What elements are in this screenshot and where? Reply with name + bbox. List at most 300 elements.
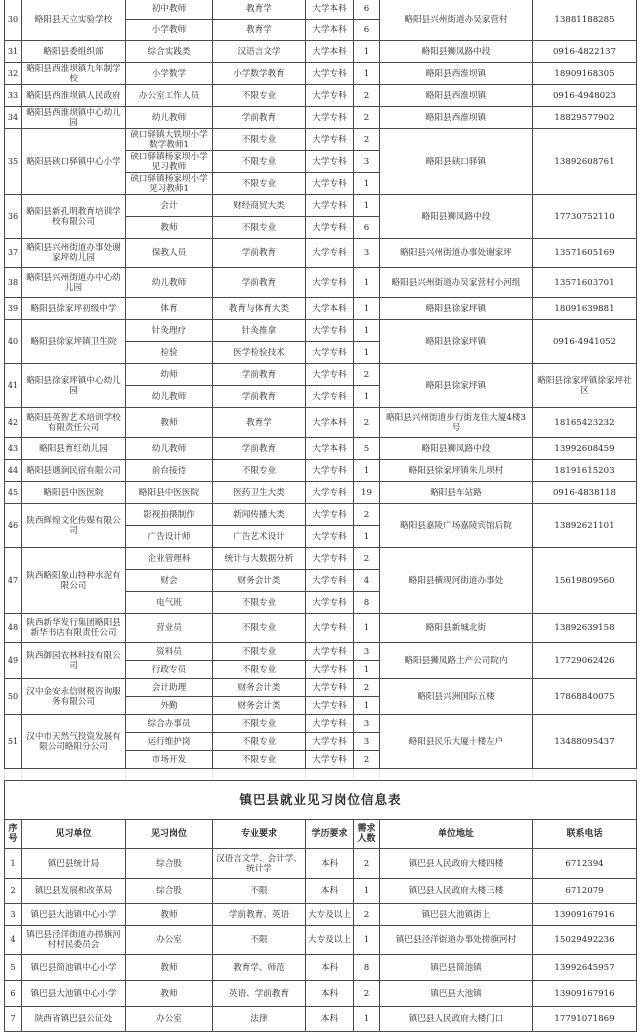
position-name: 硖口驿镇大铁坝小学数学教师1	[126, 129, 213, 151]
unit-name: 镇巴县统计局	[22, 849, 126, 879]
contact-phone: 13571605169	[533, 239, 637, 268]
header-unit: 见习单位	[22, 820, 126, 849]
major-requirement: 统计与大数据分析	[213, 548, 306, 570]
unit-name: 略阳县育红幼儿园	[22, 438, 126, 460]
unit-name: 汉中金安永信财税咨询服务有限公司	[22, 679, 126, 715]
headcount: 6	[354, 0, 380, 20]
unit-address: 略阳县徐家坪镇	[380, 298, 533, 320]
position-name: 硖口驿镇杨家坝小学见习教师	[126, 151, 213, 173]
unit-name: 陕西辉煌文化传媒有限公司	[22, 504, 126, 548]
zhenba-table-body	[5, 849, 637, 1032]
table-row	[5, 107, 637, 129]
major-requirement: 广告艺术设计	[213, 526, 306, 548]
unit-address: 略阳县狮凤路中段	[380, 438, 533, 460]
education-requirement: 大学专科	[306, 364, 354, 386]
table-row	[5, 460, 637, 482]
position-name: 针灸理疗	[126, 320, 213, 342]
headcount: 2	[354, 679, 380, 697]
major-requirement: 学前教育	[213, 386, 306, 408]
education-requirement: 大学专科	[306, 460, 354, 482]
contact-phone: 0916-4838118	[533, 482, 637, 504]
table-row	[5, 364, 637, 386]
header-major: 专业要求	[213, 820, 306, 849]
position-name: 企业管理科	[126, 548, 213, 570]
major-requirement: 财务会计类	[213, 697, 306, 715]
education-requirement: 本科	[306, 849, 354, 879]
position-name: 综合实践类	[126, 41, 213, 63]
headcount: 2	[354, 364, 380, 386]
position-name: 广告设计师	[126, 526, 213, 548]
headcount: 3	[354, 151, 380, 173]
empty-cell	[22, 769, 126, 779]
unit-address: 略阳县兴州街道办吴家营村小河组	[380, 268, 533, 298]
headcount: 1	[354, 661, 380, 679]
table-row	[5, 679, 637, 697]
unit-name: 镇巴县发展和改革局	[22, 879, 126, 904]
contact-phone: 17730752110	[533, 195, 637, 239]
table-row	[5, 268, 637, 298]
contact-phone: 0916-4822137	[533, 41, 637, 63]
major-requirement: 不限专业	[213, 85, 306, 107]
headcount: 1	[354, 460, 380, 482]
header-num: 需求人数	[354, 820, 380, 849]
headcount: 6	[354, 217, 380, 239]
table-row	[5, 643, 637, 661]
position-name: 市场开发	[126, 751, 213, 769]
position-name: 行政专员	[126, 661, 213, 679]
unit-address: 镇巴县大池镇街上	[380, 904, 533, 926]
position-name: 运行维护岗	[126, 733, 213, 751]
unit-address: 镇巴县人民政府大楼门口	[380, 1007, 533, 1032]
position-name: 硖口驿镇杨家坝小学见习教师1	[126, 173, 213, 195]
education-requirement: 大学专科	[306, 129, 354, 151]
education-requirement: 大学专科	[306, 548, 354, 570]
unit-address: 略阳县徐家坪镇朱儿坝村	[380, 460, 533, 482]
position-name: 办公室	[126, 1007, 213, 1032]
education-requirement: 大学本科	[306, 41, 354, 63]
unit-address: 略阳县狮凤路中段	[380, 41, 533, 63]
contact-phone: 13892608761	[533, 129, 637, 195]
major-requirement: 不限专业	[213, 614, 306, 643]
major-requirement: 不限专业	[213, 592, 306, 614]
headcount: 1	[354, 697, 380, 715]
row-number: 47	[5, 548, 22, 614]
major-requirement: 不限专业	[213, 129, 306, 151]
table-row	[5, 129, 637, 151]
headcount: 1	[354, 298, 380, 320]
table-row	[5, 879, 637, 904]
unit-address: 镇巴县简池镇	[380, 955, 533, 981]
unit-name: 镇巴县大池镇中心小学	[22, 981, 126, 1007]
contact-phone: 17791071869	[533, 1007, 637, 1032]
table-row	[5, 904, 637, 926]
major-requirement: 不限专业	[213, 151, 306, 173]
education-requirement: 大学专科	[306, 85, 354, 107]
contact-phone: 15619809560	[533, 548, 637, 614]
headcount: 19	[354, 482, 380, 504]
position-name: 小学教师	[126, 20, 213, 41]
major-requirement: 不限专业	[213, 733, 306, 751]
unit-name: 略阳县天立实验学校	[22, 0, 126, 41]
headcount: 6	[354, 20, 380, 41]
unit-address: 略阳县硖口驿镇	[380, 129, 533, 195]
unit-name: 略阳县硖口驿镇中心小学	[22, 129, 126, 195]
headcount: 1	[354, 879, 380, 904]
row-number: 36	[5, 195, 22, 239]
major-requirement: 不限专业	[213, 173, 306, 195]
position-name: 幼儿教师	[126, 268, 213, 298]
table-row	[5, 715, 637, 733]
position-name: 幼儿教师	[126, 438, 213, 460]
unit-address: 略阳县兴洲国际五楼	[380, 679, 533, 715]
headcount: 5	[354, 438, 380, 460]
education-requirement: 大学专科	[306, 195, 354, 217]
position-name: 幼儿教师	[126, 107, 213, 129]
table-row	[5, 1007, 637, 1032]
position-name: 会计	[126, 195, 213, 217]
contact-phone: 略阳县徐家坪镇徐家坪社区	[533, 364, 637, 408]
row-number: 6	[5, 981, 22, 1007]
education-requirement: 大学专科	[306, 342, 354, 364]
position-name: 影视拍摄制作	[126, 504, 213, 526]
unit-name: 略阳县委组织部	[22, 41, 126, 63]
education-requirement: 大学专科	[306, 320, 354, 342]
table-row	[5, 955, 637, 981]
position-name: 办公室	[126, 926, 213, 955]
row-number: 51	[5, 715, 22, 769]
unit-name: 略阳县兴州街道办中心幼儿园	[22, 268, 126, 298]
table-title: 镇巴县就业见习岗位信息表	[5, 781, 637, 820]
header-edu: 学历要求	[306, 820, 354, 849]
headcount: 2	[354, 849, 380, 879]
major-requirement: 财务会计类	[213, 679, 306, 697]
header-row	[5, 820, 637, 849]
unit-name: 陕西新华发行集团略阳县新华书店有限责任公司	[22, 614, 126, 643]
education-requirement: 大学专科	[306, 504, 354, 526]
row-number: 31	[5, 41, 22, 63]
unit-address: 略阳县兴州街道办事处谢家坪	[380, 239, 533, 268]
row-number: 4	[5, 926, 22, 955]
position-name: 教师	[126, 904, 213, 926]
unit-name: 镇巴县泾洋街道办捞旗河村村民委员会	[22, 926, 126, 955]
row-number: 35	[5, 129, 22, 195]
education-requirement: 大学本科	[306, 0, 354, 20]
unit-address: 略阳县兴州街道步行街龙佳大厦4楼3号	[380, 408, 533, 438]
empty-cell	[306, 769, 354, 779]
education-requirement: 大学专科	[306, 173, 354, 195]
row-number: 46	[5, 504, 22, 548]
major-requirement: 教育与体育大类	[213, 298, 306, 320]
unit-name: 略阳县兴州街道办事处谢家坪幼儿园	[22, 239, 126, 268]
headcount: 2	[354, 548, 380, 570]
major-requirement: 不限专业	[213, 751, 306, 769]
table-row	[5, 614, 637, 643]
contact-phone: 6712394	[533, 849, 637, 879]
unit-address: 镇巴县大池镇	[380, 981, 533, 1007]
major-requirement: 不限专业	[213, 715, 306, 733]
table-row	[5, 981, 637, 1007]
table-row	[5, 849, 637, 879]
empty-cell	[354, 769, 380, 779]
empty-cell	[533, 769, 637, 779]
position-name: 保教人员	[126, 239, 213, 268]
headcount: 4	[354, 570, 380, 592]
position-name: 教师	[126, 408, 213, 438]
position-name: 教师	[126, 217, 213, 239]
major-requirement: 小学数学教育	[213, 63, 306, 85]
headcount: 1	[354, 173, 380, 195]
row-number: 2	[5, 879, 22, 904]
position-name: 综合办事员	[126, 715, 213, 733]
education-requirement: 大专及以上	[306, 904, 354, 926]
position-name: 体育	[126, 298, 213, 320]
row-number: 37	[5, 239, 22, 268]
education-requirement: 大学本科	[306, 438, 354, 460]
unit-name: 略阳县中医医院	[22, 482, 126, 504]
unit-name: 略阳县西淮坝镇人民政府	[22, 85, 126, 107]
education-requirement: 大学专科	[306, 63, 354, 85]
contact-phone: 13881188285	[533, 0, 637, 41]
lueyang-table-body	[5, 0, 637, 779]
unit-name: 略阳县徐家坪初级中学	[22, 298, 126, 320]
major-requirement: 英语、学前教育	[213, 981, 306, 1007]
major-requirement: 教育学	[213, 408, 306, 438]
unit-address: 略阳县新城北街	[380, 614, 533, 643]
education-requirement: 大学专科	[306, 217, 354, 239]
unit-name: 汉中市天然气投资发展有限公司略阳分公司	[22, 715, 126, 769]
unit-name: 陕西御园农林科技有限公司	[22, 643, 126, 679]
headcount: 1	[354, 195, 380, 217]
major-requirement: 财经商贸大类	[213, 195, 306, 217]
contact-phone: 13571603701	[533, 268, 637, 298]
major-requirement: 医学检验技术	[213, 342, 306, 364]
contact-phone: 6712079	[533, 879, 637, 904]
contact-phone: 15029492236	[533, 926, 637, 955]
row-number: 39	[5, 298, 22, 320]
major-requirement: 学前教育	[213, 239, 306, 268]
unit-name: 陕西省镇巴县公证处	[22, 1007, 126, 1032]
major-requirement: 不限专业	[213, 217, 306, 239]
contact-phone: 13992608459	[533, 438, 637, 460]
row-number: 30	[5, 0, 22, 41]
unit-address: 略阳县西淮坝镇	[380, 63, 533, 85]
lueyang-internship-table	[4, 0, 637, 779]
header-no: 序号	[5, 820, 22, 849]
position-name: 幼师	[126, 364, 213, 386]
row-number: 3	[5, 904, 22, 926]
major-requirement: 不限专业	[213, 661, 306, 679]
major-requirement: 教育学	[213, 20, 306, 41]
unit-name: 略阳县遇涧民宿有限公司	[22, 460, 126, 482]
table-row	[5, 85, 637, 107]
row-number: 44	[5, 460, 22, 482]
contact-phone: 18829577902	[533, 107, 637, 129]
headcount: 2	[354, 504, 380, 526]
contact-phone: 0916-4948023	[533, 85, 637, 107]
unit-name: 镇巴县简池镇中心小学	[22, 955, 126, 981]
table-row	[5, 504, 637, 526]
position-name: 教师	[126, 981, 213, 1007]
major-requirement: 学前教育	[213, 364, 306, 386]
education-requirement: 本科	[306, 955, 354, 981]
unit-address: 略阳县西淮坝镇	[380, 85, 533, 107]
unit-address: 略阳县徐家坪镇	[380, 320, 533, 364]
headcount: 2	[354, 904, 380, 926]
education-requirement: 大学专科	[306, 386, 354, 408]
unit-name: 略阳县徐家坪镇卫生院	[22, 320, 126, 364]
headcount: 1	[354, 614, 380, 643]
headcount: 3	[354, 715, 380, 733]
row-number: 45	[5, 482, 22, 504]
education-requirement: 本科	[306, 879, 354, 904]
zhenba-internship-table	[4, 780, 637, 1032]
education-requirement: 大学专科	[306, 239, 354, 268]
education-requirement: 大学专科	[306, 751, 354, 769]
contact-phone: 13892639158	[533, 614, 637, 643]
position-name: 前台接待	[126, 460, 213, 482]
position-name: 教师	[126, 955, 213, 981]
contact-phone: 17729062426	[533, 643, 637, 679]
unit-address: 略阳县狮凤路中段	[380, 195, 533, 239]
row-number: 34	[5, 107, 22, 129]
education-requirement: 大学专科	[306, 643, 354, 661]
header-phone: 联系电话	[533, 820, 637, 849]
unit-address: 略阳县西淮坝镇	[380, 107, 533, 129]
education-requirement: 大学专科	[306, 151, 354, 173]
row-number: 7	[5, 1007, 22, 1032]
position-name: 小学数学	[126, 63, 213, 85]
table-row	[5, 239, 637, 268]
header-post: 见习岗位	[126, 820, 213, 849]
position-name: 幼儿教师	[126, 386, 213, 408]
position-name: 营业员	[126, 614, 213, 643]
education-requirement: 大学专科	[306, 592, 354, 614]
education-requirement: 大学专科	[306, 482, 354, 504]
headcount: 3	[354, 239, 380, 268]
table-row	[5, 482, 637, 504]
headcount: 2	[354, 129, 380, 151]
contact-phone: 13992645957	[533, 955, 637, 981]
headcount: 1	[354, 342, 380, 364]
row-number: 1	[5, 849, 22, 879]
education-requirement: 大学专科	[306, 570, 354, 592]
education-requirement: 大学专科	[306, 526, 354, 548]
education-requirement: 大学专科	[306, 679, 354, 697]
education-requirement: 大学专科	[306, 268, 354, 298]
major-requirement: 教育学	[213, 0, 306, 20]
education-requirement: 本科	[306, 1007, 354, 1032]
contact-phone: 17868840075	[533, 679, 637, 715]
headcount: 1	[354, 41, 380, 63]
headcount: 1	[354, 63, 380, 85]
unit-address: 略阳县兴州街道办吴家营村	[380, 0, 533, 41]
major-requirement: 不限专业	[213, 643, 306, 661]
contact-phone: 13909167916	[533, 904, 637, 926]
unit-name: 略阳县西淮坝镇九年制学校	[22, 63, 126, 85]
headcount: 1	[354, 926, 380, 955]
row-number: 33	[5, 85, 22, 107]
headcount: 3	[354, 643, 380, 661]
headcount: 8	[354, 955, 380, 981]
unit-address: 略阳县车站路	[380, 482, 533, 504]
table-row	[5, 63, 637, 85]
position-name: 略阳县中医医院	[126, 482, 213, 504]
table-row	[5, 926, 637, 955]
row-number: 32	[5, 63, 22, 85]
position-name: 财会	[126, 570, 213, 592]
position-name: 综合股	[126, 849, 213, 879]
unit-name: 镇巴县大池镇中心小学	[22, 904, 126, 926]
row-number: 50	[5, 679, 22, 715]
major-requirement: 针灸推拿	[213, 320, 306, 342]
position-name: 综合股	[126, 879, 213, 904]
row-number: 38	[5, 268, 22, 298]
table-row	[5, 320, 637, 342]
position-name: 办公室工作人员	[126, 85, 213, 107]
headcount: 1	[354, 526, 380, 548]
unit-name: 略阳县徐家坪镇中心幼儿园	[22, 364, 126, 408]
education-requirement: 大学本科	[306, 408, 354, 438]
education-requirement: 大学本科	[306, 298, 354, 320]
unit-address: 略阳县狮凤路土产公司院内	[380, 643, 533, 679]
education-requirement: 大学专科	[306, 107, 354, 129]
row-number: 49	[5, 643, 22, 679]
contact-phone: 18909168305	[533, 63, 637, 85]
unit-address: 镇巴县泾洋街道办事处捞旗河村	[380, 926, 533, 955]
position-name: 初中教师	[126, 0, 213, 20]
education-requirement: 大专及以上	[306, 926, 354, 955]
major-requirement: 学前教育、英语	[213, 904, 306, 926]
education-requirement: 大学专科	[306, 715, 354, 733]
position-name: 检验	[126, 342, 213, 364]
spacer-row	[5, 769, 637, 779]
headcount: 1	[354, 1007, 380, 1032]
position-name: 外勤	[126, 697, 213, 715]
unit-name: 略阳县新孔明教育培训学校有限公司	[22, 195, 126, 239]
major-requirement: 财务会计类	[213, 570, 306, 592]
education-requirement: 大学专科	[306, 697, 354, 715]
education-requirement: 大学专科	[306, 733, 354, 751]
major-requirement: 不限	[213, 926, 306, 955]
unit-address: 略阳县嘉陵广场嘉陵宾馆后院	[380, 504, 533, 548]
unit-address: 镇巴县人民政府大楼四楼	[380, 849, 533, 879]
row-number: 42	[5, 408, 22, 438]
unit-name: 略阳县英智艺术培训学校有限责任公司	[22, 408, 126, 438]
major-requirement: 学前教育	[213, 107, 306, 129]
headcount: 3	[354, 733, 380, 751]
row-number: 48	[5, 614, 22, 643]
major-requirement: 新闻传播大类	[213, 504, 306, 526]
table-row	[5, 41, 637, 63]
table-row	[5, 195, 637, 217]
row-number: 41	[5, 364, 22, 408]
row-number: 40	[5, 320, 22, 364]
unit-address: 略阳县民乐大厦十楼左户	[380, 715, 533, 769]
empty-cell	[126, 769, 213, 779]
major-requirement: 不限专业	[213, 460, 306, 482]
major-requirement: 教育学、师范	[213, 955, 306, 981]
headcount: 2	[354, 751, 380, 769]
table-row	[5, 438, 637, 460]
headcount: 1	[354, 320, 380, 342]
unit-name: 陕西略阳象山特种水泥有限公司	[22, 548, 126, 614]
table-row	[5, 408, 637, 438]
education-requirement: 大学专科	[306, 614, 354, 643]
position-name: 会计助理	[126, 679, 213, 697]
position-name: 资料员	[126, 643, 213, 661]
table-row	[5, 548, 637, 570]
header-address: 单位地址	[380, 820, 533, 849]
